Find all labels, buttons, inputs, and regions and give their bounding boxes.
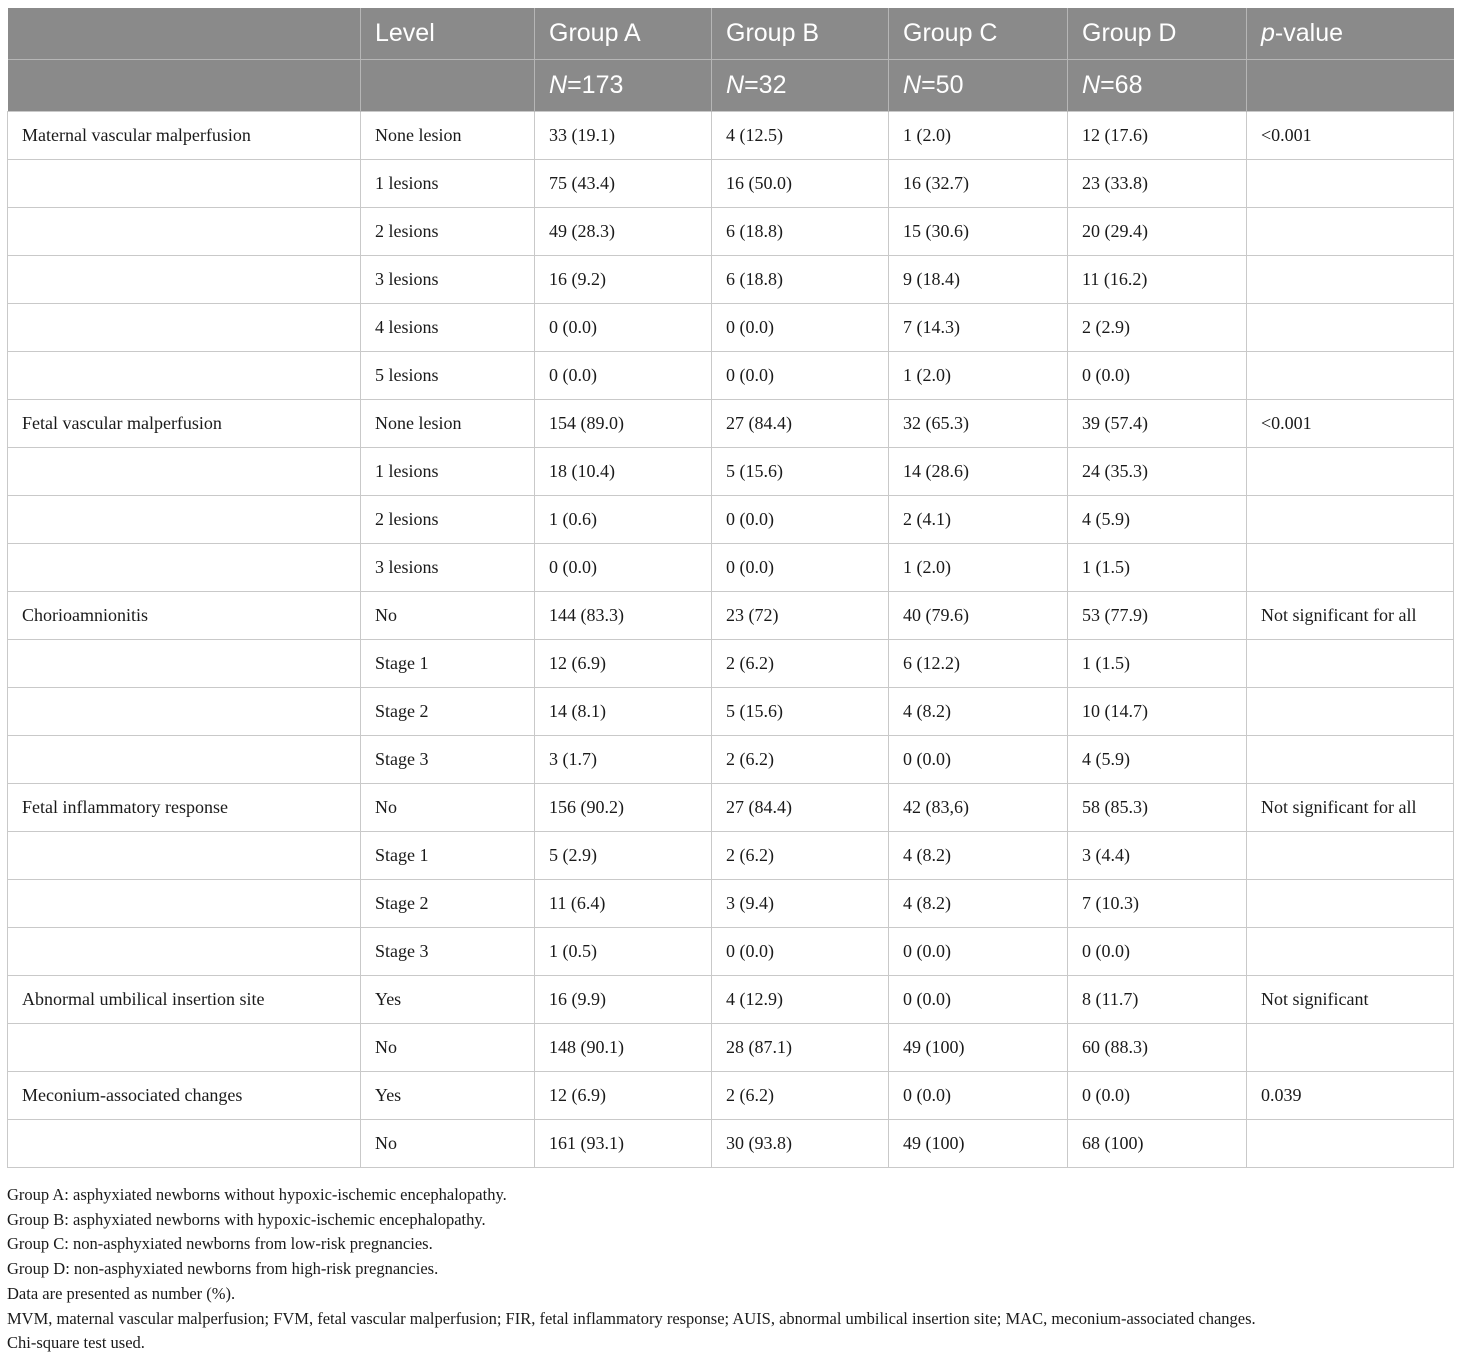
cell-variable	[8, 736, 361, 784]
header-group-b: Group B	[712, 8, 889, 60]
cell-group-a: 75 (43.4)	[535, 160, 712, 208]
table-row	[8, 640, 1454, 688]
header-group-c: Group C	[889, 8, 1068, 60]
p-rest: -value	[1274, 19, 1343, 47]
table-row	[8, 1024, 1454, 1072]
cell-level: Stage 1	[361, 832, 535, 880]
cell-level: None lesion	[361, 112, 535, 160]
footnote: Group B: asphyxiated newborns with hypoxic-ischemic encephalopathy.	[7, 1209, 486, 1229]
cell-level: 2 lesions	[361, 496, 535, 544]
cell-group-c: 0 (0.0)	[889, 1072, 1068, 1120]
cell-group-d: 2 (2.9)	[1068, 304, 1247, 352]
n-symbol: N	[726, 71, 745, 99]
cell-variable	[8, 208, 361, 256]
footnote: Group A: asphyxiated newborns without hypoxic-ischemic encephalopathy.	[7, 1185, 507, 1204]
header-p-value	[1247, 8, 1454, 60]
cell-group-c: 1 (2.0)	[889, 112, 1068, 160]
cell-group-b: 30 (93.8)	[712, 1120, 889, 1168]
cell-group-d: 11 (16.2)	[1068, 256, 1247, 304]
header-level: Level	[361, 8, 535, 60]
cell-variable	[8, 448, 361, 496]
cell-group-a: 156 (90.2)	[535, 784, 712, 832]
cell-group-a: 11 (6.4)	[535, 880, 712, 928]
cell-variable: Chorioamnionitis	[8, 592, 361, 640]
cell-group-b: 16 (50.0)	[712, 160, 889, 208]
cell-group-c: 2 (4.1)	[889, 496, 1068, 544]
header-group-a: Group A	[535, 8, 712, 60]
cell-level: Stage 2	[361, 880, 535, 928]
cell-group-a: 161 (93.1)	[535, 1120, 712, 1168]
cell-group-a: 1 (0.6)	[535, 496, 712, 544]
cell-p-value: <0.001	[1247, 112, 1454, 160]
cell-group-b: 0 (0.0)	[712, 304, 889, 352]
cell-group-d: 23 (33.8)	[1068, 160, 1247, 208]
n-symbol: N	[549, 71, 568, 99]
table-body	[8, 112, 1454, 1168]
cell-group-c: 49 (100)	[889, 1024, 1068, 1072]
cell-variable	[8, 928, 361, 976]
table-row	[8, 832, 1454, 880]
cell-p-value	[1247, 1120, 1454, 1168]
cell-group-c: 0 (0.0)	[889, 928, 1068, 976]
header-n-empty	[8, 60, 361, 112]
cell-level: No	[361, 784, 535, 832]
cell-group-a: 1 (0.5)	[535, 928, 712, 976]
cell-group-b: 0 (0.0)	[712, 544, 889, 592]
cell-group-c: 6 (12.2)	[889, 640, 1068, 688]
cell-p-value	[1247, 640, 1454, 688]
cell-level: No	[361, 1120, 535, 1168]
cell-group-d: 0 (0.0)	[1068, 1072, 1247, 1120]
cell-group-a: 33 (19.1)	[535, 112, 712, 160]
cell-group-d: 12 (17.6)	[1068, 112, 1247, 160]
table-row	[8, 736, 1454, 784]
p-italic: p	[1261, 19, 1275, 47]
cell-p-value	[1247, 928, 1454, 976]
cell-variable: Abnormal umbilical insertion site	[8, 976, 361, 1024]
table-header	[8, 8, 1454, 112]
table-row	[8, 112, 1454, 160]
cell-p-value	[1247, 1024, 1454, 1072]
header-row	[8, 8, 1454, 60]
cell-group-c: 7 (14.3)	[889, 304, 1068, 352]
cell-group-d: 8 (11.7)	[1068, 976, 1247, 1024]
cell-p-value	[1247, 304, 1454, 352]
table-row	[8, 256, 1454, 304]
table-row	[8, 160, 1454, 208]
header-n-d	[1068, 60, 1247, 112]
table-row	[8, 496, 1454, 544]
cell-group-b: 6 (18.8)	[712, 208, 889, 256]
table-row	[8, 784, 1454, 832]
results-table	[7, 8, 1454, 1168]
cell-p-value: 0.039	[1247, 1072, 1454, 1120]
cell-p-value	[1247, 256, 1454, 304]
cell-level: 5 lesions	[361, 352, 535, 400]
cell-group-d: 4 (5.9)	[1068, 736, 1247, 784]
table-row	[8, 352, 1454, 400]
header-group-d: Group D	[1068, 8, 1247, 60]
cell-group-c: 14 (28.6)	[889, 448, 1068, 496]
cell-p-value: Not significant for all	[1247, 784, 1454, 832]
table-row	[8, 304, 1454, 352]
table-row	[8, 688, 1454, 736]
cell-variable: Meconium-associated changes	[8, 1072, 361, 1120]
cell-group-b: 0 (0.0)	[712, 928, 889, 976]
table-row	[8, 400, 1454, 448]
cell-variable: Fetal inflammatory response	[8, 784, 361, 832]
cell-group-a: 0 (0.0)	[535, 304, 712, 352]
cell-group-c: 49 (100)	[889, 1120, 1068, 1168]
cell-group-a: 49 (28.3)	[535, 208, 712, 256]
cell-p-value	[1247, 736, 1454, 784]
header-n-level-empty	[361, 60, 535, 112]
n-value: =50	[921, 71, 964, 99]
header-n-p-empty	[1247, 60, 1454, 112]
cell-group-b: 0 (0.0)	[712, 496, 889, 544]
cell-group-d: 1 (1.5)	[1068, 544, 1247, 592]
footnote: MVM, maternal vascular malperfusion; FVM, fetal vascular malperfusion; FIR, fetal inflammatory response; AUIS, abnormal umbilical insertion site; MAC, meconium-associated changes.	[7, 1308, 1256, 1328]
cell-group-a: 16 (9.2)	[535, 256, 712, 304]
cell-group-c: 40 (79.6)	[889, 592, 1068, 640]
cell-group-b: 3 (9.4)	[712, 880, 889, 928]
cell-group-c: 1 (2.0)	[889, 544, 1068, 592]
cell-level: No	[361, 592, 535, 640]
cell-group-d: 7 (10.3)	[1068, 880, 1247, 928]
cell-group-a: 12 (6.9)	[535, 1072, 712, 1120]
cell-level: 1 lesions	[361, 160, 535, 208]
table-row	[8, 592, 1454, 640]
cell-p-value	[1247, 448, 1454, 496]
cell-group-a: 148 (90.1)	[535, 1024, 712, 1072]
cell-p-value: Not significant	[1247, 976, 1454, 1024]
cell-group-b: 2 (6.2)	[712, 1072, 889, 1120]
cell-variable	[8, 256, 361, 304]
footnote: Group D: non-asphyxiated newborns from high-risk pregnancies.	[7, 1259, 439, 1279]
cell-group-c: 42 (83,6)	[889, 784, 1068, 832]
cell-variable	[8, 496, 361, 544]
cell-group-b: 0 (0.0)	[712, 352, 889, 400]
cell-group-b: 2 (6.2)	[712, 640, 889, 688]
cell-p-value	[1247, 832, 1454, 880]
cell-variable	[8, 688, 361, 736]
cell-group-d: 20 (29.4)	[1068, 208, 1247, 256]
cell-level: 2 lesions	[361, 208, 535, 256]
cell-group-a: 3 (1.7)	[535, 736, 712, 784]
cell-group-b: 6 (18.8)	[712, 256, 889, 304]
n-symbol: N	[1082, 71, 1101, 99]
cell-group-c: 1 (2.0)	[889, 352, 1068, 400]
cell-group-c: 9 (18.4)	[889, 256, 1068, 304]
cell-group-b: 2 (6.2)	[712, 832, 889, 880]
table-row	[8, 1120, 1454, 1168]
cell-group-b: 4 (12.9)	[712, 976, 889, 1024]
cell-group-a: 5 (2.9)	[535, 832, 712, 880]
n-value: =68	[1100, 71, 1143, 99]
cell-p-value	[1247, 352, 1454, 400]
header-variable	[8, 8, 361, 60]
cell-group-a: 0 (0.0)	[535, 352, 712, 400]
header-n-c	[889, 60, 1068, 112]
cell-level: Stage 2	[361, 688, 535, 736]
cell-variable	[8, 544, 361, 592]
table-row	[8, 880, 1454, 928]
cell-level: Yes	[361, 1072, 535, 1120]
cell-variable	[8, 352, 361, 400]
cell-p-value	[1247, 160, 1454, 208]
cell-variable	[8, 880, 361, 928]
cell-group-a: 12 (6.9)	[535, 640, 712, 688]
cell-group-b: 27 (84.4)	[712, 400, 889, 448]
cell-level: 4 lesions	[361, 304, 535, 352]
cell-variable	[8, 304, 361, 352]
cell-group-c: 32 (65.3)	[889, 400, 1068, 448]
cell-group-b: 5 (15.6)	[712, 448, 889, 496]
header-n-row	[8, 60, 1454, 112]
cell-group-c: 16 (32.7)	[889, 160, 1068, 208]
cell-level: Stage 1	[361, 640, 535, 688]
cell-level: Stage 3	[361, 736, 535, 784]
header-n-b	[712, 60, 889, 112]
cell-group-c: 0 (0.0)	[889, 976, 1068, 1024]
cell-variable	[8, 1120, 361, 1168]
footnotes	[7, 1183, 1256, 1356]
cell-group-a: 14 (8.1)	[535, 688, 712, 736]
footnote: Chi-square test used.	[7, 1333, 145, 1353]
cell-group-d: 4 (5.9)	[1068, 496, 1247, 544]
cell-p-value: <0.001	[1247, 400, 1454, 448]
cell-group-a: 18 (10.4)	[535, 448, 712, 496]
cell-group-d: 0 (0.0)	[1068, 352, 1247, 400]
n-value: =173	[567, 71, 624, 99]
cell-group-c: 4 (8.2)	[889, 880, 1068, 928]
cell-level: 1 lesions	[361, 448, 535, 496]
cell-p-value	[1247, 496, 1454, 544]
cell-group-a: 154 (89.0)	[535, 400, 712, 448]
header-n-a	[535, 60, 712, 112]
cell-variable: Fetal vascular malperfusion	[8, 400, 361, 448]
cell-group-c: 4 (8.2)	[889, 688, 1068, 736]
cell-level: 3 lesions	[361, 544, 535, 592]
footnote: Group C: non-asphyxiated newborns from low-risk pregnancies.	[7, 1234, 433, 1254]
cell-level: None lesion	[361, 400, 535, 448]
n-value: =32	[744, 71, 787, 99]
cell-group-d: 53 (77.9)	[1068, 592, 1247, 640]
cell-group-d: 0 (0.0)	[1068, 928, 1247, 976]
cell-variable	[8, 640, 361, 688]
cell-group-b: 4 (12.5)	[712, 112, 889, 160]
cell-p-value	[1247, 544, 1454, 592]
cell-group-d: 68 (100)	[1068, 1120, 1247, 1168]
cell-level: 3 lesions	[361, 256, 535, 304]
cell-level: Stage 3	[361, 928, 535, 976]
cell-group-c: 0 (0.0)	[889, 736, 1068, 784]
cell-group-b: 27 (84.4)	[712, 784, 889, 832]
cell-group-a: 144 (83.3)	[535, 592, 712, 640]
cell-group-b: 2 (6.2)	[712, 736, 889, 784]
cell-p-value	[1247, 880, 1454, 928]
cell-group-c: 4 (8.2)	[889, 832, 1068, 880]
cell-p-value	[1247, 688, 1454, 736]
cell-group-a: 0 (0.0)	[535, 544, 712, 592]
cell-level: No	[361, 1024, 535, 1072]
n-symbol: N	[903, 71, 922, 99]
cell-group-d: 58 (85.3)	[1068, 784, 1247, 832]
cell-group-d: 60 (88.3)	[1068, 1024, 1247, 1072]
cell-group-b: 5 (15.6)	[712, 688, 889, 736]
cell-group-d: 24 (35.3)	[1068, 448, 1247, 496]
cell-group-b: 23 (72)	[712, 592, 889, 640]
table-row	[8, 928, 1454, 976]
cell-p-value	[1247, 208, 1454, 256]
cell-variable	[8, 1024, 361, 1072]
cell-group-d: 1 (1.5)	[1068, 640, 1247, 688]
cell-variable	[8, 832, 361, 880]
table-row	[8, 208, 1454, 256]
cell-group-b: 28 (87.1)	[712, 1024, 889, 1072]
cell-group-a: 16 (9.9)	[535, 976, 712, 1024]
cell-p-value: Not significant for all	[1247, 592, 1454, 640]
cell-group-d: 3 (4.4)	[1068, 832, 1247, 880]
table-row	[8, 976, 1454, 1024]
table-row	[8, 544, 1454, 592]
cell-group-d: 39 (57.4)	[1068, 400, 1247, 448]
cell-variable	[8, 160, 361, 208]
footnote: Data are presented as number (%).	[7, 1283, 236, 1303]
cell-group-c: 15 (30.6)	[889, 208, 1068, 256]
cell-group-d: 10 (14.7)	[1068, 688, 1247, 736]
table-row	[8, 1072, 1454, 1120]
cell-variable: Maternal vascular malperfusion	[8, 112, 361, 160]
table-row	[8, 448, 1454, 496]
cell-level: Yes	[361, 976, 535, 1024]
